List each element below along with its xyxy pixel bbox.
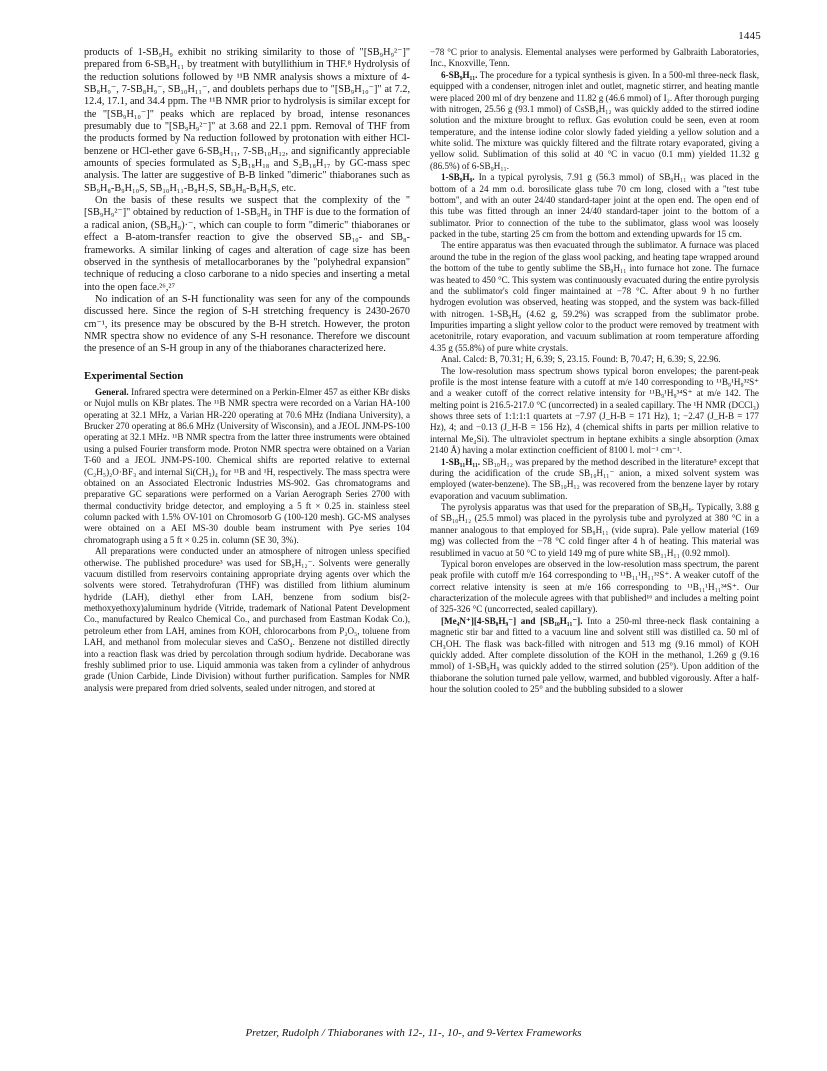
experimental-paragraph — [430, 70, 759, 172]
paragraph-text: In a typical pyrolysis, 7.91 g (56.3 mmol) of SB₉H₁₁ was placed in the bottom of a 24 mm o.d. borosilicate glass tube 70 cm long, closed with a "test tube bottom", and with an outer 24/40 standard-taper joint at the open end. The open end of this tube was fitted through an inner 24/40 standard-taper joint to the bottom of a sublimator. Prior to connection of the tube to the sublimator, glass wool was loosely packed in the tube, starting 25 cm from the bottom and extending upwards for 15 cm. — [430, 172, 759, 239]
experimental-paragraph: The entire apparatus was then evacuated through the sublimator. A furnace was placed around the tube in the region of the glass wool packing, and heating tape wrapped around the bottom of the tube to gently sublime the SB₉H₁₁ into furnace hot zone. The furnace was heated to 450 °C. This system was continuously evacuated during the entire pyrolysis and the sublimator's cold finger maintained at −78 °C. After about 9 h no further hydrogen evolution was observed, heating was stopped, and the system was back-filled with nitrogen. 1-SB₉H₉ (4.62 g, 59.2%) was scrapped from the sublimator probe. Impurities imparting a slight yellow color to the product were removed by treatment with acetonitrile, rotary evaporation, and vacuum sublimation at room temperature affording 4.35 g (55.8%) of pure white crystals. — [430, 240, 759, 353]
running-footer: Pretzer, Rudolph / Thiaboranes with 12-, 11-, 10-, and 9-Vertex Frameworks — [245, 1027, 582, 1039]
left-column — [84, 47, 410, 694]
section-heading: Experimental Section — [84, 369, 184, 382]
body-paragraph: No indication of an S-H functionality was seen for any of the compounds discussed here. Since the region of S-H stretching frequency is 2430-2670 cm⁻¹, its presence may be obscured by the B-H stretch. However, the proton NMR spectra show no evidence of any S-H resonance. Therefore we discount the presence of an S-H group in any of the thiaboranes characterized here. — [84, 293, 410, 355]
run-in-heading: 6-SB₉H₁₁. — [441, 69, 478, 80]
run-in-heading: General. — [95, 386, 129, 397]
experimental-paragraph: All preparations were conducted under an atmosphere of nitrogen unless specified otherwise. The published procedure³ was used for SB₉H₁₂⁻. Solvents were generally vacuum distilled from reservoirs containing appropriate drying agents over which the solvents were stored. Tetrahydrofuran (THF) was distilled from lithium aluminum hydride (LAH), diethyl ether from LAH, benzene from sodium bis(2-methoxyethoxy)aluminum hydride (Vitride, trademark of National Patent Development Co., manufactured by Realco Chemical Co., and purchased from Eastman Kodak Co.), petroleum ether from LAH, amines from KOH, chlorocarbons from P₂O₅, toluene from LAH, and methanol from molecular sieves and CaSO₄. Benzene not distilled directly into a reaction flask was dried by percolation through sodium hydride. Decaborane was freshly sublimed prior to use. Liquid ammonia was taken from a cylinder of anhydrous grade (Union Carbide, Linde Division) without further purification. Samples for NMR analysis were prepared from dried solvents, sealed under nitrogen, and stored at — [84, 546, 410, 693]
paragraph-text: SB₁₀H₁₂ was prepared by the method described in the literature⁵ except that during the acidification of the crude SB₁₀H₁₁⁻ anion, a mixed solvent system was employed (water-benzene). The SB₁₀H₁₂ was recovered from the benzene layer by rotary evaporation and vacuum sublimation. — [430, 456, 759, 501]
experimental-paragraph — [430, 172, 759, 240]
body-paragraph: On the basis of these results we suspect that the complexity of the "[SB₉H₉²⁻]" obtained by reduction of 1-SB₉H₉ in THF is due to the formation of a radical anion, (SB₉H₉)·⁻, which can couple to form "dimeric" thiaboranes or effect a B-atom-transfer reaction to give the observed SB₁₀- and SB₈-frameworks. A similar linking of cages and alteration of cage size has been observed in the synthesis of metallocarboranes by the "polyhedral expansion" technique of reducing a closo carborane to a nido species and inserting a metal into the open face.²⁶,²⁷ — [84, 195, 410, 293]
experimental-paragraph: The low-resolution mass spectrum shows typical boron envelopes; the parent-peak profile is the most intense feature with a cutoff at m/e 140 corresponding to ¹¹B₉¹H₉³²S⁺ and a weaker cutoff of the correct relative intensity for ¹¹B₉¹H₉³⁴S⁺ at m/e 142. The melting point is 216.5-217.0 °C (uncorrected) in a sealed capillary. The ¹H NMR (DCCl₃) shows three sets of 1:1:1:1 quartets at −7.97 (J_H-B = 171 Hz), 1; −2.47 (J_H-B = 177 Hz), 4; and −0.13 (J_H-B = 156 Hz), 4 (chemical shifts in parts per million relative to internal Me₄Si). The ultraviolet spectrum in heptane exhibits a single absorption (λmax 2140 Å) having a molar extinction coefficient of 8100 l. mol⁻¹ cm⁻¹. — [430, 365, 759, 456]
experimental-paragraph: −78 °C prior to analysis. Elemental analyses were performed by Galbraith Laboratories, Inc., Knoxville, Tenn. — [430, 47, 759, 69]
experimental-paragraph — [430, 616, 759, 696]
run-in-heading: 1-SB₁₁H₁₁. — [441, 456, 481, 467]
experimental-paragraph — [430, 457, 759, 503]
run-in-heading: 1-SB₉H₉. — [441, 172, 475, 183]
experimental-paragraph: Anal. Calcd: B, 70.31; H, 6.39; S, 23.15. Found: B, 70.47; H, 6.39; S, 22.96. — [441, 354, 721, 365]
body-paragraph: products of 1-SB₉H₉ exhibit no striking similarity to those of "[SB₉H₉²⁻]" prepared from 6-SB₉H₁₁ by treatment with butyllithium in THF.⁸ Hydrolysis of the reduction solutions followed by ¹¹B NMR analysis shows a mixture of 4-SB₈H₉⁻, 7-SB₈H₉⁻, SB₁₀H₁₁⁻, and doublets perhaps due to "[SB₉H₁₀⁻]" at 7.2, 12.4, 17.1, and 34.4 ppm. The ¹¹B NMR prior to hydrolysis is similar except for the "[SB₉H₁₀⁻]" peaks which are replaced by broad, intense resonances presumably due to "[SB₉H₉²⁻]" at 3.68 and 22.1 ppm. Removal of THF from the products formed by Na reduction followed by protonation with either HCl-benzene or HCl-ether gave 6-SB₉H₁₁, 7-SB₁₀H₁₂, and significantly appreciable amounts of species formulated as S₂B₁₈H₁₈ and S₂B₁₈H₁₇ by GC-mass spec analysis. The latter are suggestive of B-B linked "dimeric" thiaboranes such as SB₉H₈-B₉H₁₀S, SB₁₀H₁₁-B₈H₇S, SB₉H₈-B₈H₉S, etc. — [84, 47, 410, 194]
page-number: 1445 — [738, 30, 761, 42]
paragraph-text: Infrared spectra were determined on a Perkin-Elmer 457 as either KBr disks or Nujol mulls on KBr plates. The ¹¹B NMR spectra were recorded on a Varian HA-100 operating at 32.1 MHz, a Varian HR-220 operating at 70.6 MHz (Indiana University), a Brucker 270 operating at 86.6 MHz (University of Wisconsin), and a JEOL JNM-PS-100 operating at 32.1 MHz. ¹¹B NMR spectra from the latter three instruments were obtained using a pulsed Fourier transform mode. Proton NMR spectra were obtained on a Varian T-60 and a JEOL JNM-PS-100. Chemical shifts are reported relative to external (C₂H₅)₂O·BF₃ and internal Si(CH₃)₄ for ¹¹B and ¹H, respectively. The mass spectra were obtained on an Associated Electronic Industries MS-902. Gas chromatograms and preparative GC separations were performed on a Varian Aerograph Series 2700 with thermal conductivity bridge detector, and employing a 5 ft × 0.25 in. stainless steel column packed with 1.5% OV-101 on Chromosorb G (100-120 mesh). GC-MS analyses were obtained on a AEI MS-30 double beam instrument with Pye series 104 chromatograph using a 5 ft × 0.25 in. column (SE 30, 3%). — [84, 386, 410, 545]
experimental-paragraph: The pyrolysis apparatus was that used for the preparation of SB₉H₉. Typically, 3.88 g of SB₁₀H₁₂ (25.5 mmol) was placed in the pyrolysis tube and pyrolyzed at 380 °C in a manner analogous to that employed for SB₉H₁₁ (vide supra). Pale yellow material (169 mg) was collected from the −78 °C cold finger after 4 h of heating. This material was resublimed in vacuo at 50 °C to yield 149 mg of pure white SB₁₁H₁₁ (0.92 mmol). — [430, 502, 759, 558]
experimental-paragraph: Typical boron envelopes are observed in the low-resolution mass spectrum, the parent peak profile with cutoff m/e 164 corresponding to ¹¹B₁₁¹H₁₁³²S⁺. A weaker cutoff of the correct relative intensity is seen at m/e 166 corresponding to ¹¹B₁₁¹H₁₁³⁴S⁺. Our characterization of the molecule agrees with that published¹⁶ and includes a melting point of 325-326 °C (uncorrected, sealed capillary). — [430, 558, 759, 615]
paragraph-text: The procedure for a typical synthesis is given. In a 500-ml three-neck flask, equipped with a condenser, nitrogen inlet and outlet, magnetic stirrer, and heating mantle were placed 200 ml of dry benzene and 11.82 g (46.6 mmol) of I₂. After thorough purging with nitrogen, 25.56 g (93.1 mmol) of CsSB₉H₁₂ was quickly added to the stirred iodine solution and the mixture brought to reflux. Gas evolution could be seen, even at room temperature, and the intense iodine color slowly faded yielding a yellow solution and a white solid. The mixture was quickly filtered and the filtrate rotary evaporated, giving a yellow solid. Sublimation of this solid at 40 °C in vacuo (0.1 mm) yielded 11.32 g (86.5%) of 6-SB₉H₁₁. — [430, 69, 759, 171]
run-in-heading: [Me₄N⁺][4-SB₈H₉⁻] and [SB₁₀H₁₁⁻]. — [441, 615, 583, 626]
paragraph-text: Into a 250-ml three-neck flask containing a magnetic stir bar and fitted to a vacuum line and solvent still was distilled ca. 50 ml of CH₃OH. The flask was back-filled with nitrogen and 513 mg (9.16 mmol) of KOH quickly added. After complete dissolution of the KOH in the methanol, 1.269 g (9.16 mmol) of 1-SB₉H₉ was quickly added to the stirred solution (25°). Upon addition of the thiaborane the solution turned pale yellow, warmed, and bubbled vigorously. After a half-hour the solution cooled to 25° and the bubbling subsided to a slower — [430, 615, 759, 694]
right-column — [430, 47, 759, 695]
experimental-paragraph — [84, 387, 410, 546]
